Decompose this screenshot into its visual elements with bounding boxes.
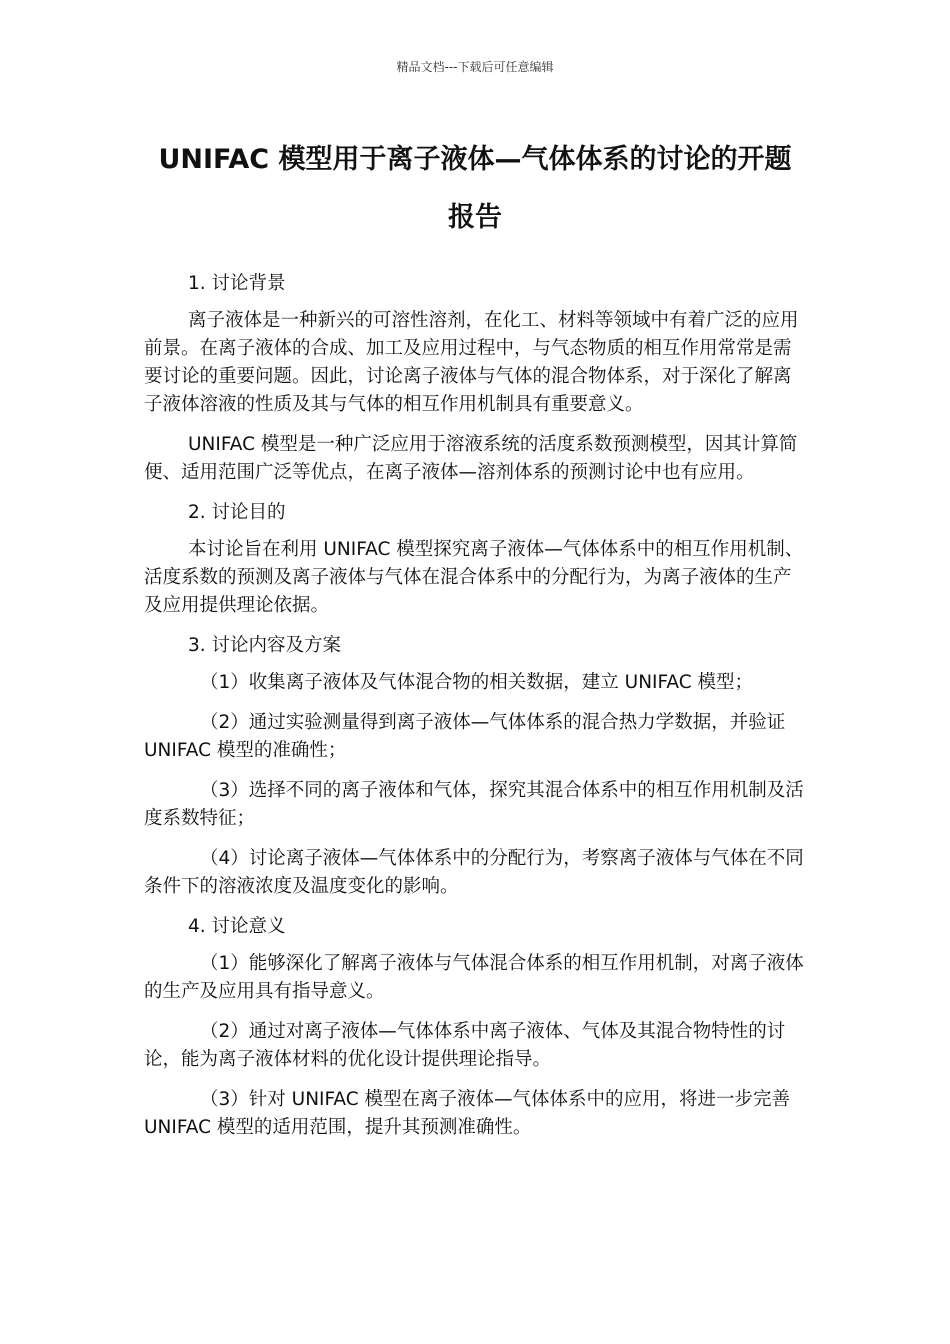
section-heading-significance: 4. 讨论意义: [188, 916, 286, 937]
section-heading-background: 1. 讨论背景: [188, 273, 286, 294]
background-paragraph-2: UNIFAC 模型是一种广泛应用于溶液系统的活度系数预测模型，因其计算简便、适用范围广泛等优点，在离子液体—溶剂体系的预测讨论中也有应用。: [144, 434, 798, 483]
content-plan-item: （1）收集离子液体及气体混合物的相关数据，建立 UNIFAC 模型；: [200, 672, 754, 693]
document-body: [144, 270, 808, 1154]
document-title-line-2: 报告: [448, 202, 502, 233]
document-title-line-1: UNIFAC 模型用于离子液体—气体体系的讨论的开题: [158, 144, 792, 175]
background-paragraph-1: 离子液体是一种新兴的可溶性溶剂，在化工、材料等领域中有着广泛的应用前景。在离子液体的合成、加工及应用过程中，与气态物质的相互作用常常是需要讨论的重要问题。因此，讨论离子液体与气体的混合物体系，对于深化了解离子液体溶液的性质及其与气体的相互作用机制具有重要意义。: [144, 310, 799, 415]
content-plan-item: （2）通过实验测量得到离子液体—气体体系的混合热力学数据，并验证 UNIFAC 模型的准确性；: [144, 712, 786, 761]
purpose-paragraph: 本讨论旨在利用 UNIFAC 模型探究离子液体—气体体系中的相互作用机制、活度系数的预测及离子液体与气体在混合体系中的分配行为，为离子液体的生产及应用提供理论依据。: [144, 539, 804, 616]
significance-item: （2）通过对离子液体—气体体系中离子液体、气体及其混合物特性的讨论，能为离子液体材料的优化设计提供理论指导。: [144, 1021, 786, 1070]
section-heading-content-plan: 3. 讨论内容及方案: [188, 635, 342, 656]
significance-item: （1）能够深化了解离子液体与气体混合体系的相互作用机制，对离子液体的生产及应用具有指导意义。: [144, 953, 804, 1002]
header-note: 精品文档---下载后可任意编辑: [396, 60, 554, 74]
section-heading-purpose: 2. 讨论目的: [188, 502, 286, 523]
content-plan-item: （3）选择不同的离子液体和气体，探究其混合体系中的相互作用机制及活度系数特征；: [144, 780, 804, 829]
content-plan-item: （4）讨论离子液体—气体体系中的分配行为，考察离子液体与气体在不同条件下的溶液浓度及温度变化的影响。: [144, 848, 804, 897]
significance-item: （3）针对 UNIFAC 模型在离子液体—气体体系中的应用，将进一步完善 UNIFAC 模型的适用范围，提升其预测准确性。: [144, 1089, 791, 1138]
